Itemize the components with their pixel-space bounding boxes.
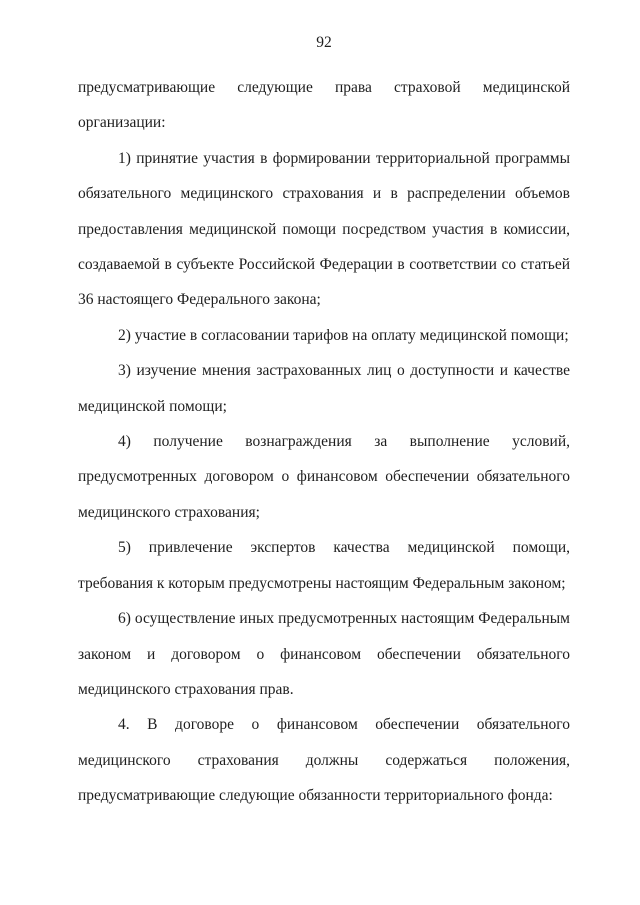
paragraph: [78, 141, 570, 318]
text-line: медицинского страхования;: [78, 503, 260, 521]
text-line: требования к которым предусмотрены настоящим Федеральным законом;: [78, 574, 566, 592]
text-line: 6) осуществление иных предусмотренных настоящим Федеральным: [118, 610, 570, 628]
text-line: 4. В договоре о финансовом обеспечении обязательного: [118, 716, 570, 734]
text-line: медицинской помощи;: [78, 397, 227, 415]
text-line: предусматривающие следующие обязанности территориального фонда:: [78, 787, 553, 805]
text-line: 3) изучение мнения застрахованных лиц о доступности и качестве: [118, 362, 570, 380]
page-number: 92: [316, 34, 332, 51]
text-line: обязательного медицинского страхования и в распределении объемов: [78, 185, 570, 203]
text-line: предусматривающие следующие права страховой медицинской: [78, 79, 570, 96]
paragraph: [78, 601, 570, 707]
paragraph: [78, 424, 570, 530]
paragraph: [78, 353, 570, 424]
text-line: предусмотренных договором о финансовом обеспечении обязательного: [78, 468, 570, 486]
paragraph: [78, 707, 570, 813]
text-line: организации:: [78, 114, 166, 132]
text-line: медицинского страхования должны содержаться положения,: [78, 751, 570, 769]
paragraph: [78, 530, 570, 601]
text-line: 36 настоящего Федерального закона;: [78, 291, 321, 309]
text-line: 4) получение вознаграждения за выполнение условий,: [118, 433, 570, 451]
text-line: 5) привлечение экспертов качества медицинской помощи,: [118, 539, 570, 557]
text-line: 2) участие в согласовании тарифов на оплату медицинской помощи;: [118, 326, 569, 344]
text-line: законом и договором о финансовом обеспечении обязательного: [78, 645, 570, 663]
text-line: предоставления медицинской помощи посредством участия в комиссии,: [78, 220, 570, 238]
text-line: 1) принятие участия в формировании территориальной программы: [118, 149, 570, 167]
text-line: создаваемой в субъекте Российской Федерации в соответствии со статьей: [78, 256, 570, 274]
page-body: [78, 70, 570, 814]
paragraph: [78, 70, 570, 141]
text-line: медицинского страхования прав.: [78, 680, 294, 698]
paragraph: [78, 318, 570, 353]
